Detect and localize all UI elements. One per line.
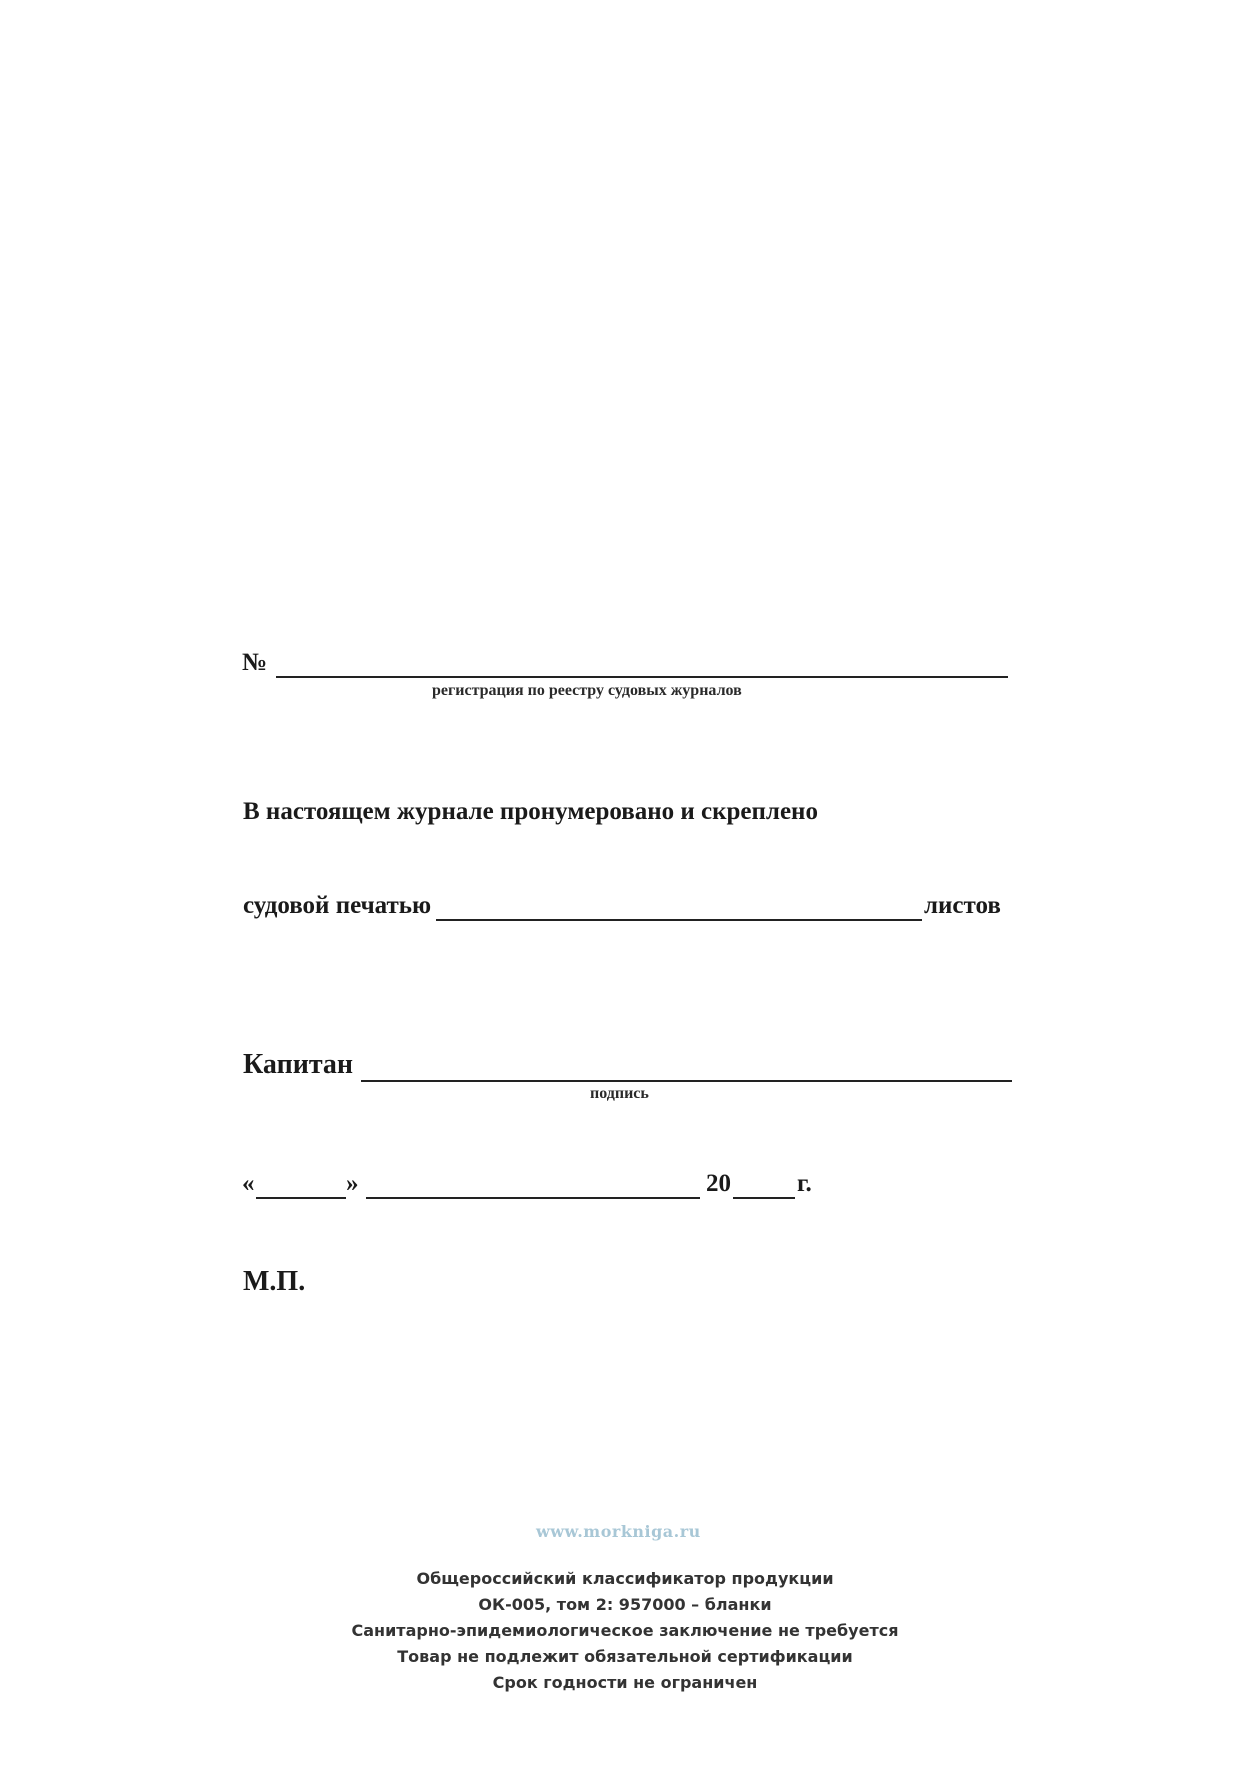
footer-line: ОК-005, том 2: 957000 – бланки — [478, 1595, 772, 1614]
date-close-quote: » — [346, 1170, 359, 1197]
year-suffix: г. — [797, 1170, 812, 1197]
year-prefix: 20 — [706, 1170, 731, 1197]
stamp-place-label: М.П. — [243, 1266, 306, 1297]
sheets-count-line — [436, 919, 922, 921]
registration-number-line — [276, 676, 1008, 678]
statement-line-2-suffix: листов — [924, 892, 1001, 919]
year-line — [733, 1197, 795, 1199]
number-sign: № — [242, 649, 268, 676]
captain-signature-line — [361, 1080, 1012, 1082]
registration-caption: регистрация по реестру судовых журналов — [432, 682, 742, 699]
signature-caption: подпись — [590, 1085, 649, 1102]
footer-line: Товар не подлежит обязательной сертификации — [397, 1647, 853, 1666]
statement-line-2-prefix: судовой печатью — [243, 892, 432, 919]
captain-label: Капитан — [243, 1049, 354, 1080]
date-open-quote: « — [242, 1170, 255, 1197]
footer-line: Срок годности не ограничен — [492, 1673, 758, 1692]
footer-line: Общероссийский классификатор продукции — [416, 1569, 834, 1588]
month-line — [366, 1197, 700, 1199]
footer-line: Санитарно-эпидемиологическое заключение не требуется — [351, 1621, 899, 1640]
website-watermark: www.morkniga.ru — [536, 1522, 701, 1541]
day-line — [256, 1197, 346, 1199]
footer-notes — [0, 1566, 1250, 1696]
statement-line-1: В настоящем журнале пронумеровано и скреплено — [243, 798, 818, 825]
